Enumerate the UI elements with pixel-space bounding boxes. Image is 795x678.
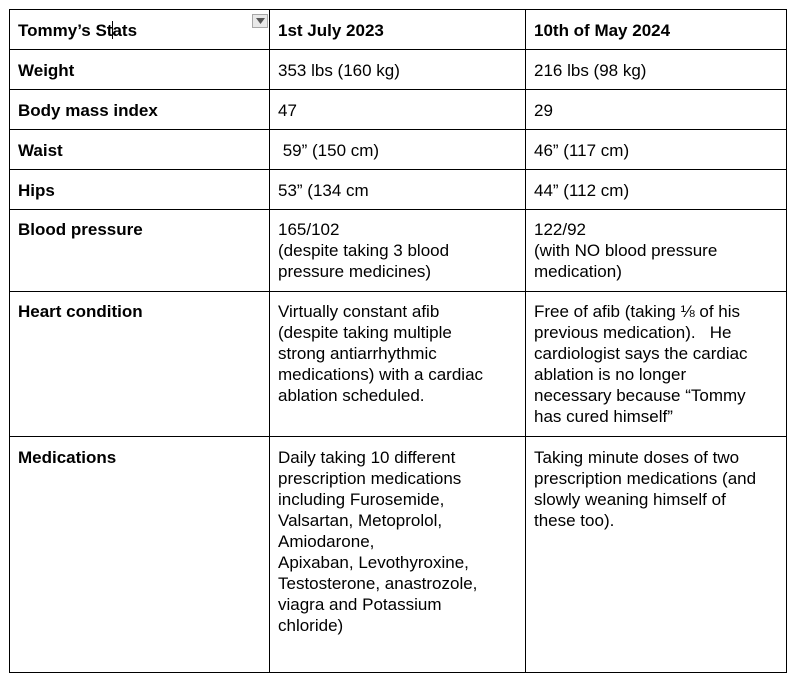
cell-line: (despite taking multiple [278, 323, 452, 342]
cell-line: including Furosemide, [278, 490, 445, 509]
row-label-hips[interactable]: Hips [10, 170, 270, 210]
cell-line: ablation is no longer [534, 365, 687, 384]
cell-bmi-after[interactable]: 29 [526, 90, 787, 130]
cell-line: medication) [534, 262, 622, 281]
header-cell-stats[interactable] [10, 10, 270, 50]
cell-line: Amiodarone, [278, 532, 375, 551]
table-row [10, 130, 787, 170]
cell-line: 122/92 [534, 220, 586, 239]
header-cell-date-after[interactable]: 10th of May 2024 [526, 10, 787, 50]
cell-line: Taking minute doses of two [534, 448, 740, 467]
cell-line: Free of afib (taking ⅛ of his [534, 302, 740, 321]
cell-line: Daily taking 10 different [278, 448, 456, 467]
cell-waist-after[interactable]: 46” (117 cm) [526, 130, 787, 170]
cell-medications-before[interactable] [270, 437, 526, 673]
cell-medications-after[interactable] [526, 437, 787, 673]
chevron-down-icon [256, 18, 265, 24]
table-row [10, 292, 787, 437]
cell-line: (despite taking 3 blood [278, 241, 450, 260]
cell-bmi-before[interactable]: 47 [270, 90, 526, 130]
table-row [10, 437, 787, 673]
row-label-heart-condition[interactable]: Heart condition [10, 292, 270, 437]
row-label-medications[interactable]: Medications [10, 437, 270, 673]
cell-line: necessary because “Tommy [534, 386, 746, 405]
cell-line: cardiologist says the cardiac [534, 344, 748, 363]
cell-line: has cured himself” [534, 407, 673, 426]
cell-hips-before[interactable]: 53” (134 cm [270, 170, 526, 210]
cell-blood-pressure-after[interactable] [526, 210, 787, 292]
cell-heart-after[interactable] [526, 292, 787, 437]
cell-line: 165/102 [278, 220, 340, 239]
table-row [10, 210, 787, 292]
header-label-part1: Tommy’s St [18, 21, 113, 40]
cell-weight-before[interactable]: 353 lbs (160 kg) [270, 50, 526, 90]
cell-line: Apixaban, Levothyroxine, [278, 553, 469, 572]
cell-line: Virtually constant afib [278, 302, 440, 321]
row-label-blood-pressure[interactable]: Blood pressure [10, 210, 270, 292]
cell-line: these too). [534, 511, 615, 530]
cell-line: viagra and Potassium [278, 595, 442, 614]
row-label-waist[interactable]: Waist [10, 130, 270, 170]
cell-waist-before[interactable]: 59” (150 cm) [270, 130, 526, 170]
stats-table [9, 9, 787, 673]
cell-line: prescription medications (and [534, 469, 757, 488]
cell-heart-before[interactable] [270, 292, 526, 437]
table-row [10, 50, 787, 90]
cell-weight-after[interactable]: 216 lbs (98 kg) [526, 50, 787, 90]
table-header-row [10, 10, 787, 50]
cell-blood-pressure-before[interactable] [270, 210, 526, 292]
cell-line: pressure medicines) [278, 262, 432, 281]
table-row [10, 90, 787, 130]
cell-line: chloride) [278, 616, 344, 635]
cell-line: medications) with a cardiac [278, 365, 484, 384]
cell-line: ablation scheduled. [278, 386, 425, 405]
cell-line: previous medication). He [534, 323, 732, 342]
autofilter-dropdown-button[interactable] [252, 14, 268, 28]
table-row [10, 170, 787, 210]
cell-line: Testosterone, anastrozole, [278, 574, 478, 593]
cell-line: prescription medications [278, 469, 462, 488]
cell-line: Valsartan, Metoprolol, [278, 511, 443, 530]
row-label-weight[interactable]: Weight [10, 50, 270, 90]
header-cell-date-before[interactable]: 1st July 2023 [270, 10, 526, 50]
cell-line: (with NO blood pressure [534, 241, 718, 260]
cell-line: slowly weaning himself of [534, 490, 726, 509]
cell-line: strong antiarrhythmic [278, 344, 437, 363]
row-label-bmi[interactable]: Body mass index [10, 90, 270, 130]
header-label-part2: ats [112, 21, 138, 40]
cell-hips-after[interactable]: 44” (112 cm) [526, 170, 787, 210]
